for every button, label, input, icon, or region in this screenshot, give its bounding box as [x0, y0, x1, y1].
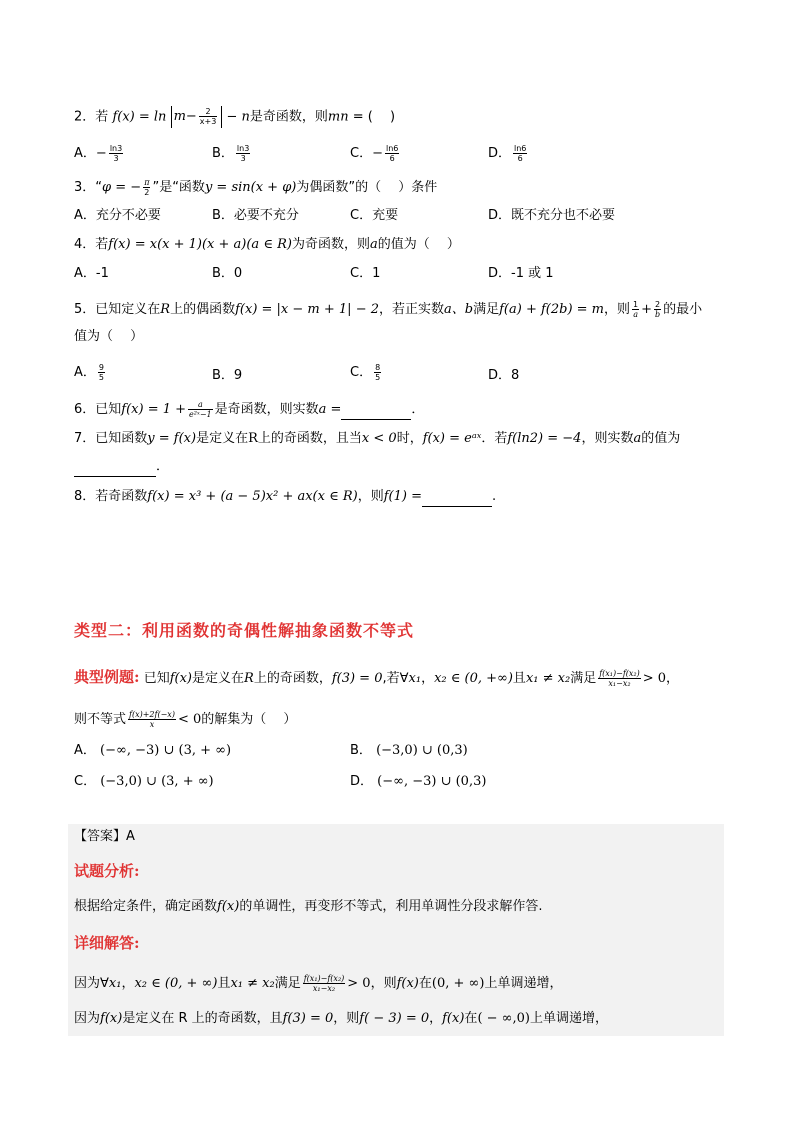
- example-fx: f(x): [169, 671, 192, 686]
- q4-option-a[interactable]: A．-1: [74, 266, 109, 281]
- question-3: [74, 178, 437, 197]
- q5-option-b-label: B．: [212, 368, 234, 383]
- d1-fd: x₁−x₂: [312, 984, 336, 993]
- example-option-b-label: B．: [350, 743, 372, 758]
- example-t4: ,若∀: [382, 671, 409, 686]
- d2-fm3: f( − 3) = 0: [359, 1011, 430, 1026]
- q5-option-b[interactable]: [212, 367, 242, 385]
- question-2: [74, 106, 395, 128]
- q5-option-c-num: 8: [375, 363, 381, 372]
- q5-option-a-den: 5: [98, 373, 104, 382]
- question-5-line2: 值为（ ）: [74, 329, 144, 344]
- example-frac-1: [598, 669, 641, 688]
- example-option-b-text: (−3,0) ∪ (0,3): [376, 743, 468, 758]
- question-7: [74, 430, 680, 448]
- q7-mid4: ．若: [481, 431, 508, 446]
- example-option-b[interactable]: [350, 742, 468, 760]
- q5-cond: f(a) + f(2b) = m: [499, 302, 605, 317]
- analysis-pre: 根据给定条件，确定函数: [74, 899, 218, 914]
- example-t7: 满足: [570, 671, 597, 686]
- d1-f: 在: [418, 976, 432, 991]
- q6-answer-blank[interactable]: [341, 401, 411, 420]
- q4-pre: 若: [95, 237, 109, 252]
- q7-mid1: 是定义在: [196, 431, 249, 446]
- q5-mid3: 满足: [473, 302, 500, 317]
- q6-pre: 已知: [95, 402, 122, 417]
- detail-heading: 详细解答:: [74, 934, 140, 952]
- analysis-text: [74, 898, 542, 916]
- q5-option-b-text: 9: [233, 368, 243, 383]
- q2-tail: − n: [226, 109, 250, 125]
- q6-a: a =: [318, 402, 342, 417]
- q2-option-a[interactable]: [74, 144, 125, 163]
- q4-post2: 的值为（ ）: [377, 237, 460, 252]
- q2-option-a-frac: [109, 144, 123, 163]
- q2-option-c[interactable]: [350, 144, 401, 163]
- example-problem: [74, 668, 679, 688]
- q7-func: y = f(x): [147, 431, 197, 446]
- q2-option-c-den: 6: [389, 154, 395, 163]
- d1-c: 且: [217, 976, 231, 991]
- example-R: R: [244, 671, 254, 686]
- example-colon: :: [134, 668, 140, 686]
- example-option-c-label: C．: [74, 774, 97, 789]
- q7-R: R: [248, 431, 258, 446]
- q2-frac-num: 2: [199, 107, 218, 117]
- example-neq: x₁ ≠ x₂: [525, 671, 571, 686]
- q3-frac: [143, 178, 150, 197]
- q7-number: 7．: [74, 431, 96, 446]
- q4-number: 4．: [74, 237, 96, 252]
- q5-option-d-label: D．: [488, 368, 512, 383]
- q2-option-d[interactable]: [488, 144, 529, 163]
- example-f3: f(3) = 0: [331, 671, 383, 686]
- q3-pi: π: [144, 178, 150, 187]
- q3-post: 为偶函数”的（ ）条件: [296, 180, 438, 195]
- q7-answer-blank[interactable]: [74, 458, 156, 477]
- q2-option-d-den: 6: [517, 154, 523, 163]
- q5-ab: a、b: [444, 302, 474, 317]
- q2-option-c-num: ln6: [385, 144, 399, 153]
- q2-option-d-frac: [513, 144, 527, 163]
- example-option-a-text: (−∞, −3) ∪ (3, + ∞): [100, 743, 232, 758]
- example-t8: ，: [666, 671, 680, 686]
- example-line2: [74, 710, 296, 729]
- question-5: [74, 300, 702, 319]
- analysis-fx: f(x): [217, 899, 240, 914]
- d1-fn: f(x₁)−f(x₂): [303, 974, 345, 983]
- q2-option-c-label: C．: [350, 146, 373, 161]
- example-x2set: x₂ ∈ (0, +∞): [434, 671, 513, 686]
- q2-option-a-num: ln3: [109, 144, 123, 153]
- q5-R: R: [160, 302, 171, 317]
- d1-a: 因为∀: [74, 976, 109, 991]
- q3-number: 3．: [74, 180, 96, 195]
- q5-option-c-label: C．: [350, 365, 373, 380]
- q5-option-a[interactable]: [74, 363, 107, 382]
- d2-a: 因为: [74, 1011, 101, 1026]
- q7-post: 的值为: [641, 431, 681, 446]
- q4-a: a: [369, 237, 378, 252]
- q3-func: y = sin(x + φ): [204, 180, 297, 195]
- example-fr-d: x₁−x₂: [608, 679, 631, 688]
- q2-number: 2．: [74, 109, 96, 125]
- example-option-d-text: (−∞, −3) ∪ (0,3): [377, 774, 487, 789]
- q2-m: m: [173, 109, 186, 124]
- q5-frac-1: [632, 300, 639, 319]
- example-option-c-text: (−3,0) ∪ (3, + ∞): [100, 774, 214, 789]
- example-t2: 是定义在: [192, 671, 245, 686]
- q5-post: 的最小: [663, 302, 703, 317]
- d2-f: 上单调递增，: [529, 1011, 608, 1026]
- example-t6: 且: [512, 671, 526, 686]
- d2-b: 是定义在 R 上的奇函数，且: [122, 1011, 283, 1026]
- q8-end: .: [491, 489, 497, 504]
- example-option-a[interactable]: [74, 742, 231, 760]
- d2-int: ( − ∞,0): [477, 1011, 530, 1026]
- q2-option-b[interactable]: [212, 144, 252, 163]
- section-2-title: 类型二：利用函数的奇偶性解抽象函数不等式: [74, 621, 415, 640]
- q3-phi: φ = −: [102, 180, 142, 195]
- d2-fx: f(x): [100, 1011, 123, 1026]
- d1-neq: x₁ ≠ x₂: [230, 976, 275, 991]
- q4-post1: 为奇函数，则: [291, 237, 370, 252]
- example-frac-2: [128, 710, 176, 729]
- q5-option-c-den: 5: [375, 373, 381, 382]
- detail-line-2: [74, 1010, 608, 1028]
- q2-pre: 若: [95, 109, 109, 125]
- q2-minus: −: [185, 109, 197, 124]
- q2-option-a-den: 3: [113, 154, 119, 163]
- q5-func: f(x) = |x − m + 1| − 2: [235, 302, 379, 317]
- q2-fraction: [199, 107, 218, 126]
- q3-option-d[interactable]: D．既不充分也不必要: [488, 208, 616, 223]
- example-t3: 上的奇函数，: [253, 671, 332, 686]
- q2-option-b-frac: [236, 144, 250, 163]
- d1-d: 满足: [274, 976, 301, 991]
- detail-line-1: [74, 974, 562, 993]
- q3-option-a[interactable]: A．充分不必要: [74, 208, 161, 223]
- q5-mid4: ，则: [604, 302, 631, 317]
- q6-frac: [188, 400, 213, 419]
- q7-end: ．: [156, 459, 170, 474]
- q2-option-c-sign: −: [372, 146, 383, 161]
- example-fr2-n: f(x)+2f(−x): [129, 710, 175, 719]
- q5-option-a-frac: [98, 363, 105, 382]
- q5-plus: +: [641, 302, 653, 317]
- q7-mid2: 上的奇函数，且当: [257, 431, 362, 446]
- q4-option-c[interactable]: C．1: [350, 266, 381, 281]
- example-t1: 已知: [139, 671, 170, 686]
- q2-frac-den: x+3: [199, 117, 217, 126]
- q7-cond: x < 0: [361, 431, 397, 446]
- d1-b: ，: [121, 976, 135, 991]
- example-label: 典型例题: [74, 668, 135, 686]
- analysis-post: 的单调性，再变形不等式，利用单调性分段求解作答.: [239, 899, 543, 914]
- example-fr-n: f(x₁)−f(x₂): [599, 669, 640, 678]
- q6-post2: ．: [411, 402, 425, 417]
- q7-mid5: ，则实数: [581, 431, 634, 446]
- q5-mid2: ，若正实数: [379, 302, 445, 317]
- q2-post1: 是奇函数，则: [249, 109, 328, 125]
- q2-option-d-num: ln6: [514, 144, 527, 153]
- q2-option-d-label: D．: [488, 146, 512, 161]
- q8-pre: 若奇函数: [95, 489, 148, 504]
- q4-option-d[interactable]: D．-1 或 1: [488, 266, 554, 281]
- q5-option-a-label: A．: [74, 365, 96, 380]
- question-4: [74, 236, 460, 254]
- q5-mid1: 上的偶函数: [170, 302, 236, 317]
- d1-fx: f(x): [396, 976, 419, 991]
- d1-frac: [303, 974, 346, 993]
- q3-open: “: [95, 180, 103, 195]
- q2-option-a-sign: −: [95, 146, 107, 161]
- q5-option-c-frac: [374, 363, 381, 382]
- q3-option-c[interactable]: C．充要: [350, 208, 399, 223]
- q2-option-c-frac: [385, 144, 399, 163]
- question-6: [74, 400, 424, 420]
- d2-fx2: f(x): [442, 1011, 465, 1026]
- d2-c: ，则: [333, 1011, 360, 1026]
- q7-mid3: 时，: [396, 431, 423, 446]
- d1-int: (0, + ∞): [431, 976, 485, 991]
- q7-val: f(ln2) = −4: [507, 431, 582, 446]
- example-t5: ，: [421, 671, 435, 686]
- q2-formula: f(x) = ln: [112, 109, 167, 125]
- q2-abs: [171, 106, 223, 128]
- q8-number: 8．: [74, 489, 96, 504]
- d1-x2: x₂ ∈ (0, + ∞): [134, 976, 218, 991]
- d1-gt: > 0: [347, 976, 371, 991]
- q2-mn: mn: [327, 109, 349, 125]
- example-line2b: 的解集为（ ）: [201, 712, 297, 727]
- q7-expr: f(x) = eᵃˣ: [422, 431, 482, 446]
- q4-func: f(x) = x(x + 1)(x + a)(a ∈ R): [108, 237, 292, 252]
- q5-option-d-text: 8: [511, 368, 520, 383]
- q7-a: a: [633, 431, 642, 446]
- question-8: [74, 488, 496, 507]
- q3-two: 2: [144, 188, 150, 197]
- q5-option-c[interactable]: [350, 363, 383, 382]
- q2-option-a-label: A．: [74, 146, 96, 161]
- q3-option-b[interactable]: B．必要不充分: [212, 208, 299, 223]
- q8-f1: f(1) =: [383, 489, 422, 504]
- q7-pre: 已知函数: [95, 431, 148, 446]
- q5-number: 5．: [74, 302, 96, 317]
- q5-pre: 已知定义在: [95, 302, 161, 317]
- example-option-d-label: D．: [350, 774, 374, 789]
- q4-option-b[interactable]: B．0: [212, 266, 243, 281]
- d1-x1: x₁: [108, 976, 122, 991]
- example-option-c[interactable]: [74, 773, 214, 791]
- d2-e: 在: [464, 1011, 478, 1026]
- d2-f3: f(3) = 0: [282, 1011, 334, 1026]
- q2-option-b-label: B．: [212, 146, 234, 161]
- q5-f1d: a: [633, 310, 638, 319]
- q6-number: 6．: [74, 402, 96, 417]
- q6-post1: 是奇函数，则实数: [214, 402, 319, 417]
- q5-f2d: b: [655, 310, 661, 319]
- example-x1: x₁: [408, 671, 422, 686]
- q5-f1n: 1: [633, 300, 639, 309]
- q6-fd: e²ˣ−1: [189, 410, 212, 419]
- example-line2a: 则不等式: [74, 712, 127, 727]
- q6-func: f(x) = 1 +: [121, 402, 187, 417]
- q8-answer-blank[interactable]: [422, 488, 492, 507]
- q8-mid: ，则: [357, 489, 384, 504]
- analysis-heading: 试题分析:: [74, 862, 140, 880]
- q8-func: f(x) = x³ + (a − 5)x² + ax(x ∈ R): [147, 489, 358, 504]
- q2-option-b-den: 3: [240, 154, 246, 163]
- example-lt: < 0: [177, 712, 202, 727]
- question-7-line2: [74, 458, 169, 477]
- q2-option-b-num: ln3: [236, 144, 250, 153]
- d1-e: ，则: [370, 976, 397, 991]
- example-option-d[interactable]: [350, 773, 486, 791]
- q5-option-d[interactable]: [488, 367, 519, 385]
- d2-d: ，: [429, 1011, 443, 1026]
- example-gt: > 0: [642, 671, 667, 686]
- q5-frac-2: [654, 300, 661, 319]
- q6-fn: a: [188, 400, 213, 410]
- d1-g: 上单调递增，: [484, 976, 563, 991]
- q2-post2: = ( ): [348, 109, 396, 125]
- q3-mid: ”是“函数: [152, 180, 205, 195]
- example-option-a-label: A．: [74, 743, 96, 758]
- answer-block: [68, 824, 724, 1036]
- q5-option-a-num: 9: [98, 363, 104, 372]
- q5-f2n: 2: [655, 300, 661, 309]
- example-fr2-d: x: [149, 720, 155, 729]
- answer-text: 【答案】A: [74, 829, 135, 844]
